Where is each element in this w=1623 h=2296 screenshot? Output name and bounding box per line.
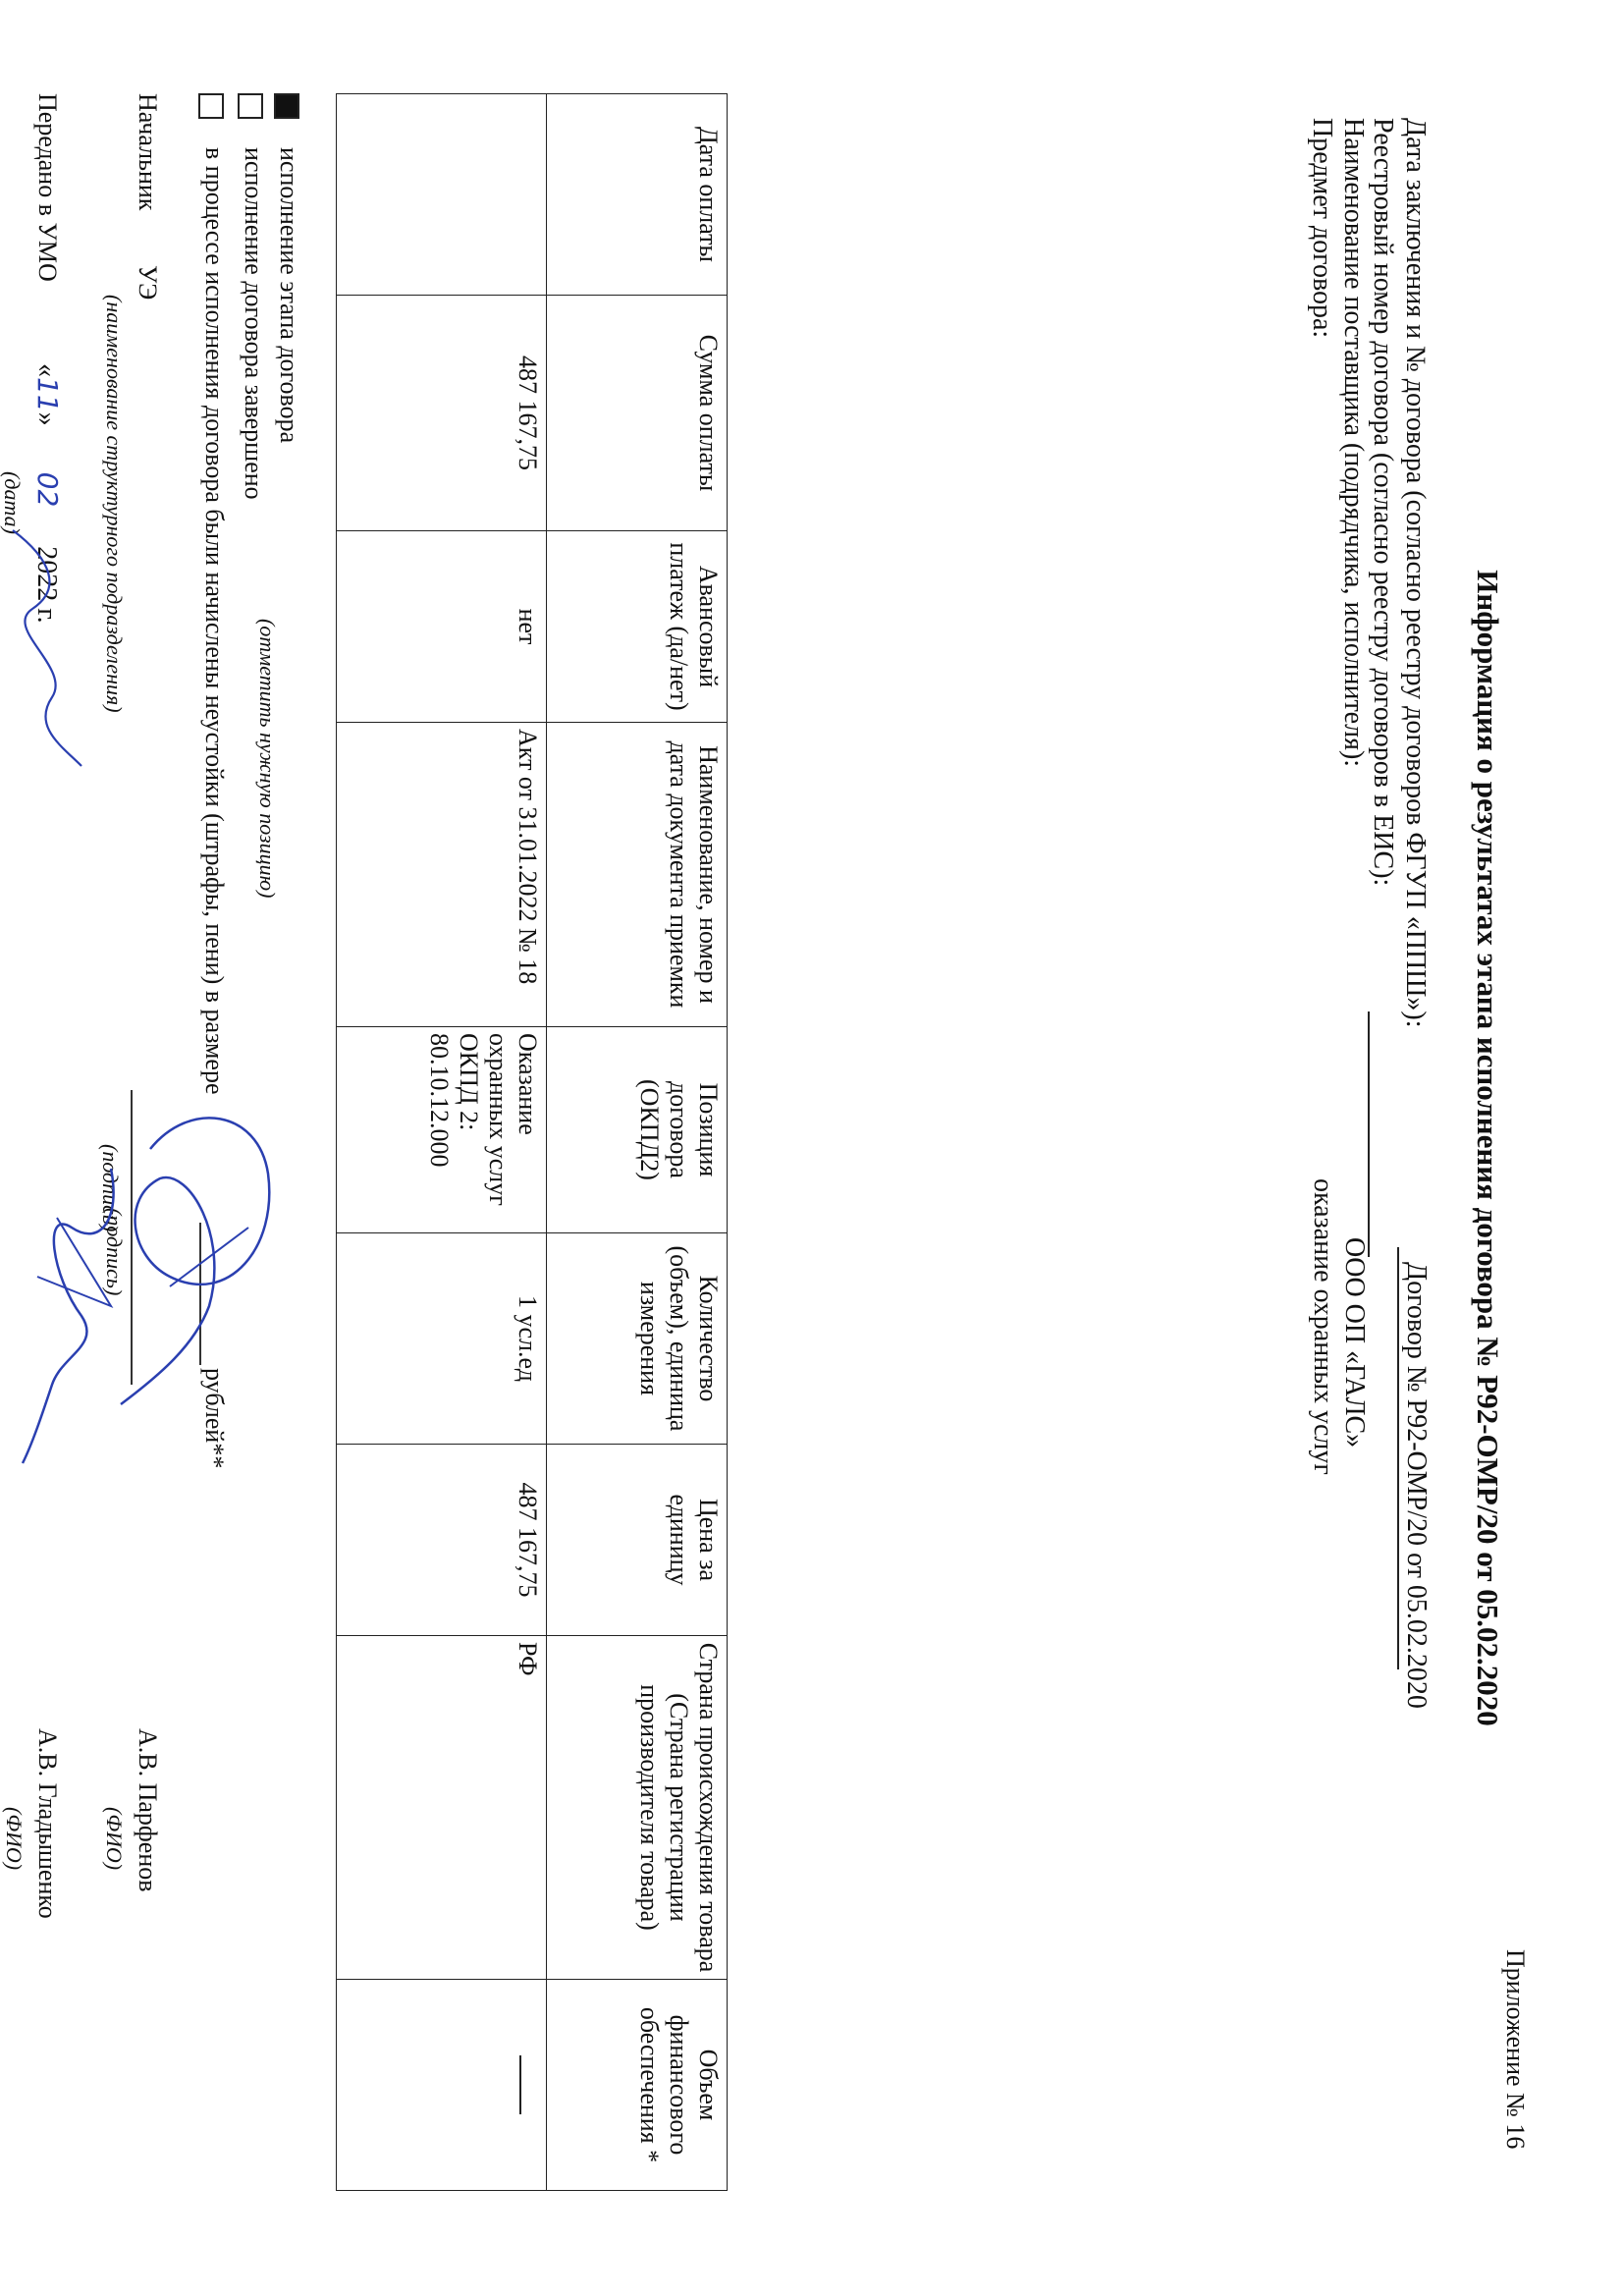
header-okpd2: Позиция договора (ОКПД2): [547, 1027, 728, 1233]
date-day: 11: [31, 377, 64, 412]
checkbox-penalties[interactable]: [198, 93, 224, 119]
checkbox-contract-completed[interactable]: [238, 93, 263, 119]
department-caption: (наименование структурного подразделения): [102, 295, 127, 713]
handover-name: А.В. Гладышенко: [33, 1728, 62, 1919]
checkbox-stage-execution-label: исполнение этапа договора: [275, 147, 303, 444]
header-country: Страна происхождения товара (Страна регистрации производителя товара): [547, 1636, 728, 1980]
table-header-row: [547, 94, 728, 2191]
date-year: 2022 г.: [31, 546, 62, 624]
header-payment-amount: Сумма оплаты: [547, 296, 728, 531]
header-acceptance-document: Наименование, номер и дата документа приемки: [547, 723, 728, 1027]
head-sign-caption: (подпись): [102, 1208, 127, 1296]
cell-country: РФ: [337, 1636, 547, 1980]
head-role: Начальник: [134, 93, 162, 211]
subject-label: Предмет договора:: [1307, 118, 1337, 339]
cell-payment-amount: 487 167,75: [337, 296, 547, 531]
supplier-value: ООО ОП «ГАЛС»: [1339, 1237, 1370, 1449]
checkbox-stage-execution[interactable]: [274, 93, 299, 119]
document-title: Информация о результатах этапа исполнения договора № Р92-ОМР/20 от 05.02.2020: [1471, 570, 1505, 1726]
cell-acceptance-document: Акт от 31.01.2022 № 18: [337, 723, 547, 1027]
handover-sign-caption: (подпись): [98, 1144, 123, 1232]
contract-date-label: Дата заключения и № договора (согласно реестру договоров ФГУП «ППШ»):: [1400, 118, 1431, 1028]
cell-quantity: 1 усл.ед: [337, 1233, 547, 1445]
supplier-label: Наименование поставщика (подрядчика, исполнителя):: [1338, 118, 1369, 768]
choose-note: (отметить нужную позицию): [255, 619, 280, 899]
contract-date-value: Договор № Р92-ОМР/20 от 05.02.2020: [1401, 1262, 1432, 1709]
date-handwritten-scribble: [0, 520, 91, 776]
head-name: А.В. Парфенов: [134, 1728, 162, 1892]
header-payment-date: Дата оплаты: [547, 94, 728, 296]
checkbox-penalties-label: в процессе исполнения договора были начислены неустойки (штрафы, пени) в размере: [200, 147, 229, 1095]
handover-handwritten-signature: [13, 1159, 131, 1473]
date-month: 02: [31, 471, 64, 508]
cell-okpd2: Оказание охранных услуг ОКПД 2: 80.10.12.000: [337, 1027, 547, 1233]
date-caption: (дата): [0, 471, 25, 534]
date-quote-open: «: [31, 363, 62, 377]
subject-value: оказание охранных услуг: [1308, 1178, 1338, 1475]
date-quote-close: »: [31, 411, 62, 433]
contract-date-underline: [1398, 1247, 1400, 1669]
cell-unit-price: 487 167,75: [337, 1445, 547, 1636]
handover-role: Передано в УМО: [33, 93, 62, 282]
cell-financial-security: [337, 1980, 547, 2191]
penalty-suffix: рублей**: [200, 1368, 229, 1469]
head-department: УЭ: [134, 265, 162, 301]
cell-payment-date: [337, 94, 547, 296]
header-advance: Авансовый платеж (да/нет): [547, 531, 728, 723]
registry-number-underline: [1369, 1011, 1371, 1257]
checkbox-contract-completed-label: исполнение договора завершено: [240, 147, 268, 500]
header-unit-price: Цена за единицу: [547, 1445, 728, 1636]
payments-table: [336, 93, 728, 2191]
appendix-number: Приложение № 16: [1501, 1949, 1530, 2150]
dash-mark: [519, 2055, 521, 2114]
head-name-caption: (ФИО): [102, 1807, 127, 1871]
registry-number-label: Реестровый номер договора (согласно реестру договоров в ЕИС):: [1368, 118, 1398, 887]
handover-name-caption: (ФИО): [2, 1807, 27, 1871]
table-row: [337, 94, 547, 2191]
cell-advance: нет: [337, 531, 547, 723]
header-financial-security: Объем финансового обеспечения *: [547, 1980, 728, 2191]
header-quantity: Количество (объем), единица измерения: [547, 1233, 728, 1445]
